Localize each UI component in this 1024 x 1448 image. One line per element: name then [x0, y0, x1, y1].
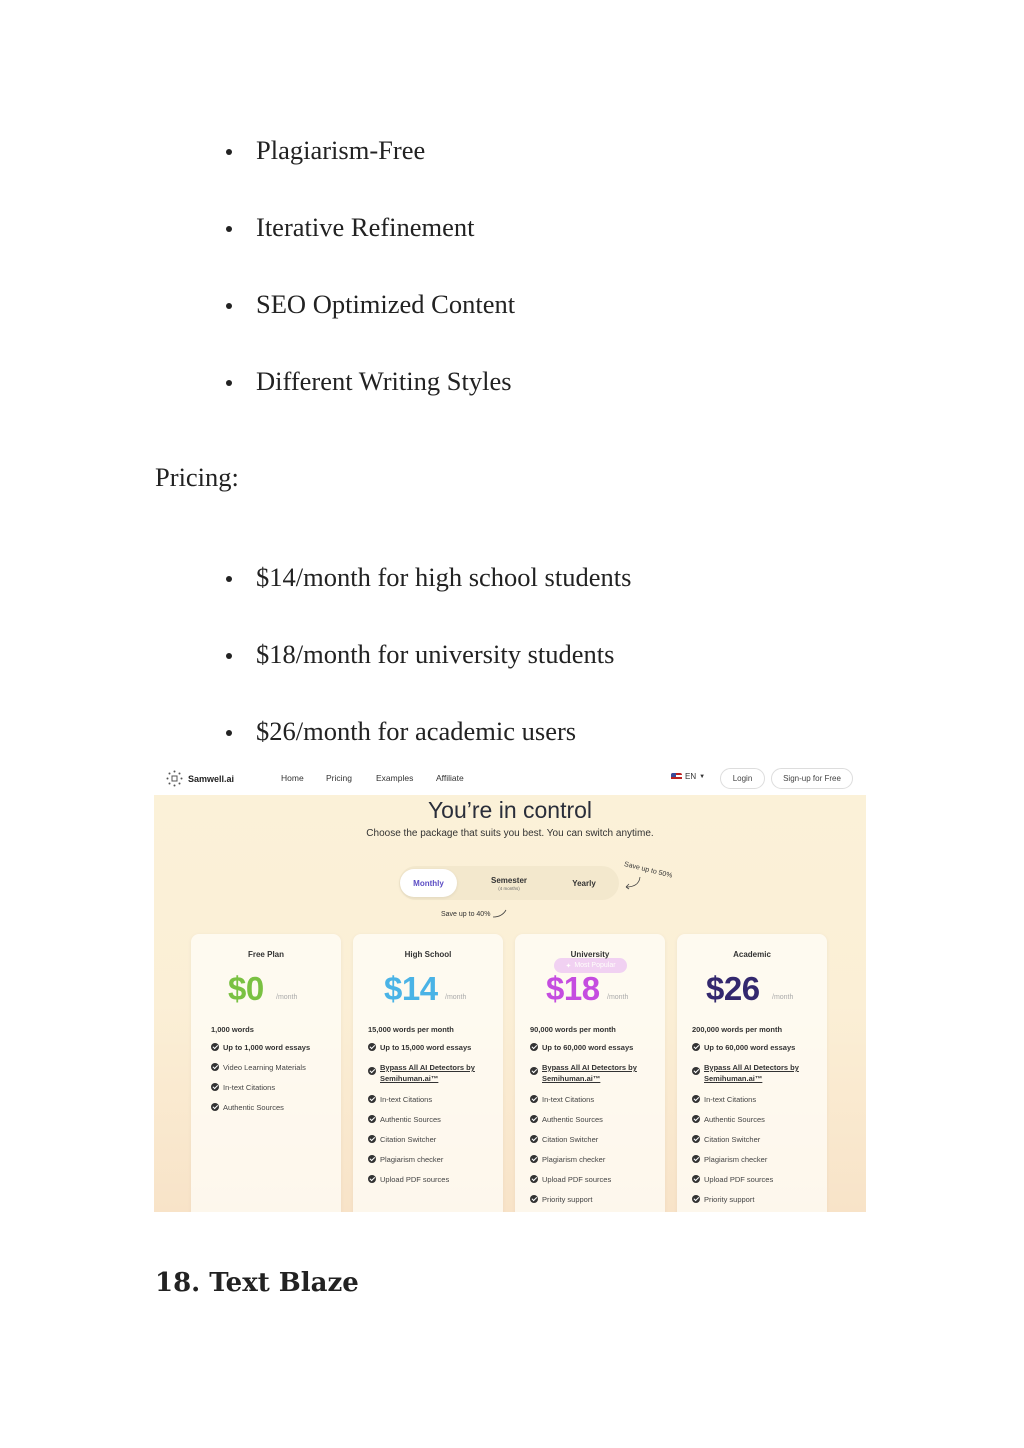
feature-item	[692, 1194, 817, 1212]
check-icon	[530, 1095, 538, 1103]
tab-monthly[interactable]	[400, 869, 457, 897]
list-item-text: $18/month for university students	[256, 639, 615, 669]
signup-button[interactable]: Sign-up for Free	[771, 768, 853, 789]
check-icon	[368, 1067, 376, 1075]
feature-text: In-text Citations	[704, 1095, 757, 1104]
bullet-icon	[226, 226, 232, 232]
feature-item	[692, 1174, 817, 1194]
feature-text: Authentic Sources	[380, 1115, 441, 1124]
tab-semester-sublabel: (4 months)	[498, 885, 520, 891]
feature-item	[530, 1134, 655, 1154]
bullet-icon	[226, 303, 232, 309]
tab-semester-label: Semester	[490, 875, 528, 885]
check-icon	[692, 1095, 700, 1103]
feature-item	[692, 1094, 817, 1114]
feature-item	[368, 1154, 493, 1174]
feature-item	[530, 1154, 655, 1174]
plan-card-free	[191, 934, 341, 1212]
tab-yearly[interactable]	[559, 866, 609, 900]
feature-item	[530, 1042, 655, 1062]
feature-text: Authentic Sources	[223, 1103, 284, 1112]
bullet-icon	[226, 576, 232, 582]
feature-item	[692, 1114, 817, 1134]
check-icon	[692, 1135, 700, 1143]
feature-item[interactable]	[692, 1062, 817, 1094]
pricing-section	[154, 795, 866, 1212]
feature-item	[692, 1134, 817, 1154]
plan-name: Free Plan	[247, 950, 284, 959]
feature-item	[368, 1094, 493, 1114]
bullet-icon	[226, 653, 232, 659]
check-icon	[692, 1195, 700, 1203]
section-heading: 18. Text Blaze	[155, 1268, 359, 1298]
plan-words: 1,000 words	[211, 1025, 254, 1034]
pricing-screenshot	[154, 762, 866, 1212]
plan-card-academic	[677, 934, 827, 1212]
feature-item	[692, 1042, 817, 1062]
feature-text: Plagiarism checker	[380, 1155, 444, 1164]
feature-link[interactable]: Bypass All AI Detectors by Semihuman.ai™	[704, 1063, 799, 1083]
pricing-subtitle: Choose the package that suits you best. You can switch anytime.	[366, 828, 654, 839]
plan-words: 90,000 words per month	[530, 1025, 616, 1034]
logo-text: Samwell.ai	[188, 773, 235, 784]
feature-item[interactable]	[530, 1062, 655, 1094]
arrow-icon	[492, 909, 508, 919]
plan-card-university	[515, 934, 665, 1212]
feature-item[interactable]	[368, 1062, 493, 1094]
check-icon	[368, 1155, 376, 1163]
plan-price: $18	[546, 970, 600, 1007]
save-semester-text: Save up to 40%	[441, 910, 491, 918]
feature-text: Authentic Sources	[542, 1115, 603, 1124]
pricing-title: You’re in control	[427, 797, 593, 823]
check-icon	[211, 1063, 219, 1071]
feature-text: Upload PDF sources	[380, 1175, 450, 1184]
plan-words: 200,000 words per month	[692, 1025, 783, 1034]
bullet-icon	[226, 149, 232, 155]
feature-item	[530, 1174, 655, 1194]
feature-item	[368, 1134, 493, 1154]
feature-link[interactable]: Bypass All AI Detectors by Semihuman.ai™	[380, 1063, 475, 1083]
feature-text: Video Learning Materials	[223, 1063, 306, 1072]
check-icon	[530, 1135, 538, 1143]
logo-icon	[166, 770, 183, 787]
check-icon	[368, 1095, 376, 1103]
check-icon	[368, 1135, 376, 1143]
check-icon	[368, 1115, 376, 1123]
list-item-text: Plagiarism-Free	[256, 135, 426, 165]
feature-item	[368, 1114, 493, 1134]
plan-name: University	[570, 950, 610, 959]
tab-monthly-label: Monthly	[413, 878, 444, 888]
feature-item	[530, 1194, 655, 1212]
list-item-text: $26/month for academic users	[256, 716, 577, 746]
feature-link[interactable]: Bypass All AI Detectors by Semihuman.ai™	[542, 1063, 637, 1083]
feature-item	[530, 1094, 655, 1114]
feature-text: Upload PDF sources	[704, 1175, 774, 1184]
feature-item	[211, 1082, 336, 1102]
feature-text: In-text Citations	[542, 1095, 595, 1104]
plan-name: Academic	[733, 950, 771, 959]
bullet-icon	[226, 730, 232, 736]
nav-home[interactable]: Home	[281, 773, 304, 783]
billing-toggle	[399, 866, 619, 900]
check-icon	[530, 1155, 538, 1163]
plan-features	[368, 1042, 493, 1194]
plan-period: /month	[445, 994, 467, 1001]
nav-examples[interactable]: Examples	[376, 773, 414, 783]
list-item-text: SEO Optimized Content	[256, 289, 516, 319]
check-icon	[692, 1155, 700, 1163]
plan-period: /month	[276, 994, 298, 1001]
check-icon	[368, 1175, 376, 1183]
check-icon	[530, 1067, 538, 1075]
plan-price: $26	[706, 970, 760, 1007]
save-semester-note	[441, 909, 508, 919]
language-label: EN	[685, 772, 697, 781]
feature-item	[530, 1114, 655, 1134]
check-icon	[530, 1175, 538, 1183]
us-flag-icon	[671, 773, 682, 781]
pricing-heading: Pricing:	[155, 462, 239, 492]
check-icon	[368, 1043, 376, 1051]
list-item-text: Iterative Refinement	[256, 212, 475, 242]
check-icon	[211, 1103, 219, 1111]
feature-text: Citation Switcher	[704, 1135, 761, 1144]
feature-text: Priority support	[542, 1195, 593, 1204]
feature-text: Up to 60,000 word essays	[704, 1043, 796, 1052]
plan-period: /month	[607, 994, 629, 1001]
plan-card-high-school	[353, 934, 503, 1212]
plan-features	[211, 1042, 336, 1122]
plan-features	[530, 1042, 655, 1212]
arrow-icon	[623, 875, 643, 891]
save-yearly-note: Save up to 50%	[623, 861, 673, 880]
plan-name: High School	[404, 950, 452, 959]
feature-text: Up to 1,000 word essays	[223, 1043, 311, 1052]
check-icon	[692, 1043, 700, 1051]
feature-text: Citation Switcher	[542, 1135, 599, 1144]
check-icon	[530, 1195, 538, 1203]
tab-semester[interactable]	[479, 866, 539, 900]
feature-text: Upload PDF sources	[542, 1175, 612, 1184]
plan-period: /month	[772, 994, 794, 1001]
site-navbar	[154, 762, 866, 795]
nav-pricing[interactable]: Pricing	[326, 773, 352, 783]
feature-item	[211, 1042, 336, 1062]
check-icon	[692, 1175, 700, 1183]
plan-price: $0	[228, 970, 264, 1007]
feature-text: Up to 60,000 word essays	[542, 1043, 634, 1052]
feature-text: Plagiarism checker	[542, 1155, 606, 1164]
check-icon	[211, 1083, 219, 1091]
language-selector[interactable]	[671, 772, 705, 781]
list-item-text: Different Writing Styles	[256, 366, 512, 396]
plan-features	[692, 1042, 817, 1212]
feature-text: Citation Switcher	[380, 1135, 437, 1144]
caret-down-icon: ▼	[699, 773, 706, 780]
feature-item	[368, 1042, 493, 1062]
plan-words: 15,000 words per month	[368, 1025, 454, 1034]
feature-text: Priority support	[704, 1195, 755, 1204]
login-button[interactable]: Login	[720, 768, 765, 789]
site-logo[interactable]	[166, 770, 234, 787]
nav-affiliate[interactable]: Affiliate	[436, 773, 464, 783]
check-icon	[692, 1067, 700, 1075]
feature-text: Up to 15,000 word essays	[380, 1043, 472, 1052]
feature-text: Plagiarism checker	[704, 1155, 768, 1164]
check-icon	[211, 1043, 219, 1051]
bullet-icon	[226, 380, 232, 386]
feature-item	[692, 1154, 817, 1174]
check-icon	[692, 1115, 700, 1123]
feature-text: Authentic Sources	[704, 1115, 765, 1124]
feature-text: In-text Citations	[223, 1083, 276, 1092]
check-icon	[530, 1115, 538, 1123]
feature-text: In-text Citations	[380, 1095, 433, 1104]
tab-yearly-label: Yearly	[572, 878, 596, 888]
plan-price: $14	[384, 970, 438, 1007]
check-icon	[530, 1043, 538, 1051]
feature-item	[211, 1102, 336, 1122]
feature-item	[368, 1174, 493, 1194]
list-item-text: $14/month for high school students	[256, 562, 632, 592]
feature-item	[211, 1062, 336, 1082]
